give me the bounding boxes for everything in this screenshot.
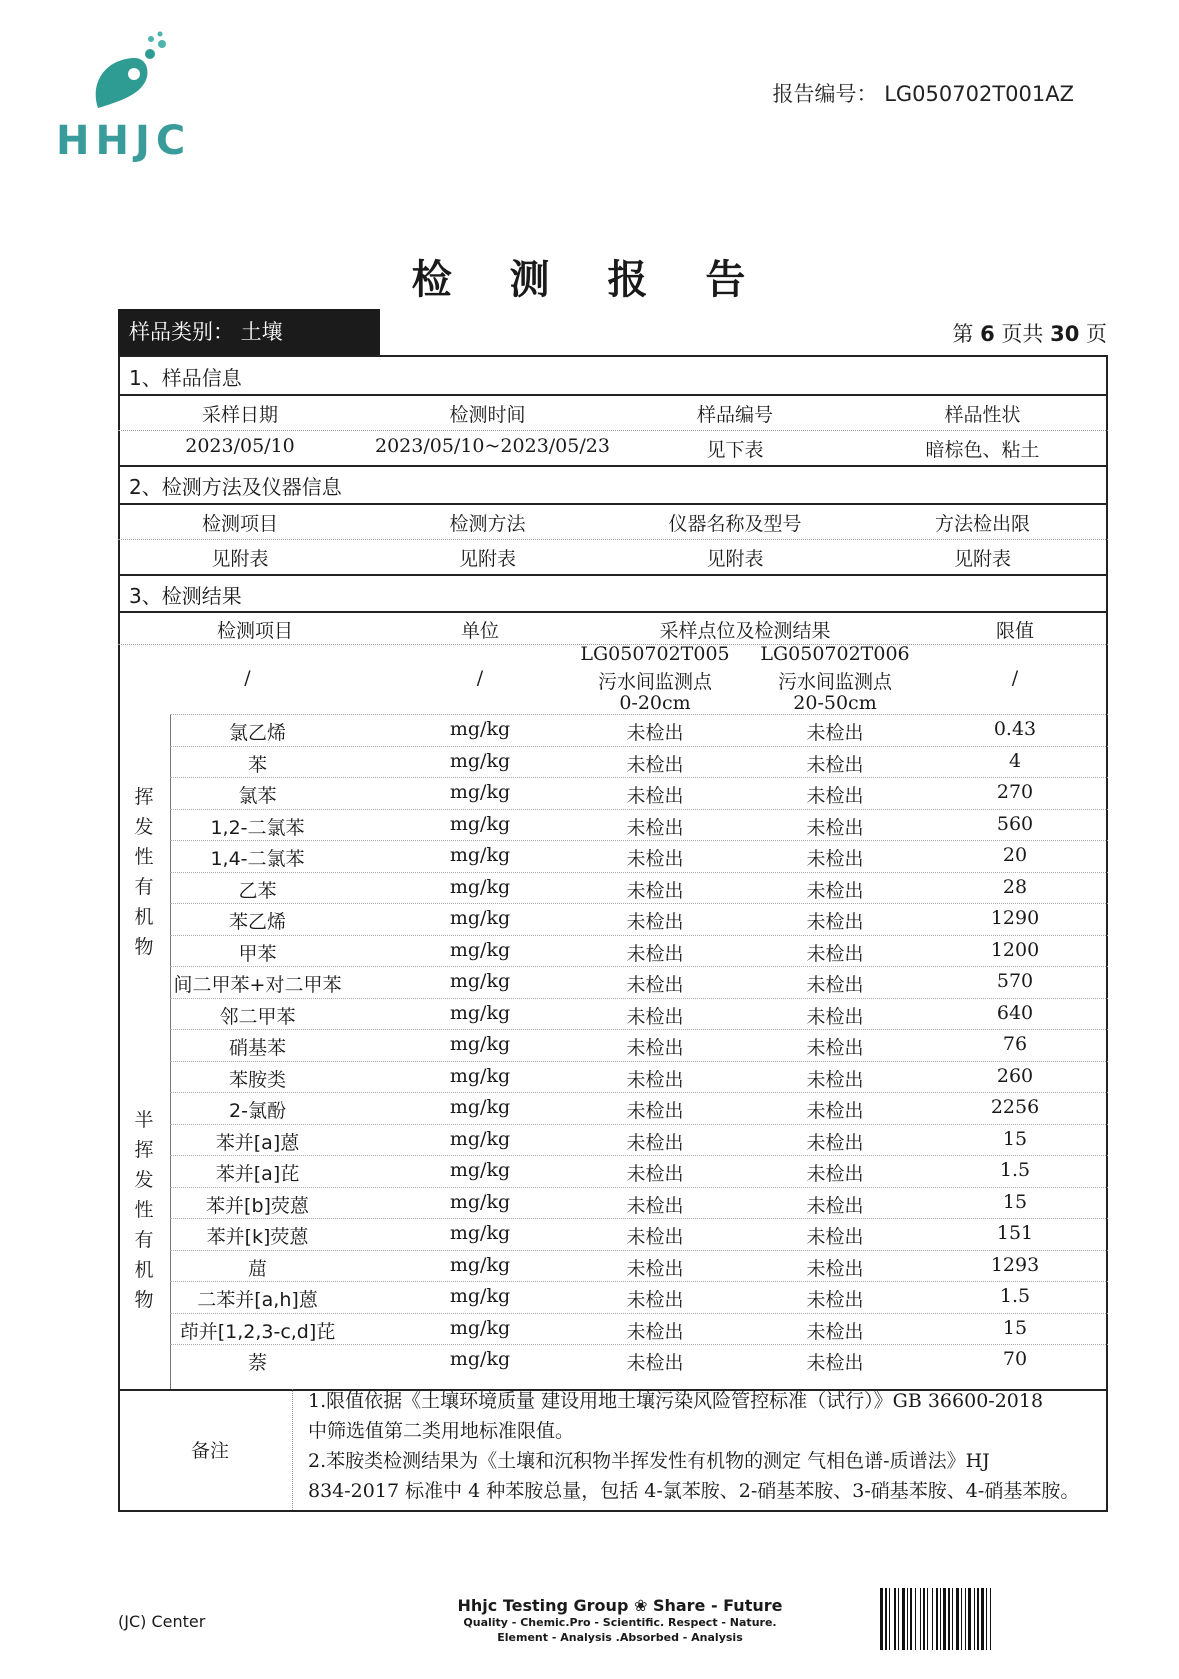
result-cell-item: 氯乙烯	[228, 722, 286, 744]
result-cell-item: 间二甲苯+对二甲苯	[173, 974, 342, 996]
result-cell-unit: mg/kg	[449, 1159, 511, 1181]
result-cell-item: 苯并[b]荧蒽	[206, 1194, 309, 1217]
point1-id: LG050702T005	[580, 643, 730, 665]
result-cell-r1: 未检出	[626, 848, 684, 870]
point2-depth: 20-50cm	[793, 692, 877, 714]
remark-line-4: 834-2017 标准中 4 种苯胺总量，包括 4-氯苯胺、2-硝基苯胺、3-硝基苯胺、4-硝基苯胺。	[308, 1480, 1080, 1502]
result-cell-limit: 270	[996, 781, 1034, 803]
result-cell-limit: 640	[996, 1001, 1034, 1024]
row-divider	[170, 966, 1108, 967]
result-cell-r1: 未检出	[626, 1194, 684, 1217]
remark-line-3: 2.苯胺类检测结果为《土壤和沉积物半挥发性有机物的测定 气相色谱-质谱法》HJ	[308, 1450, 990, 1472]
section-results-title: 3、检测结果	[129, 584, 242, 608]
result-cell-unit: mg/kg	[449, 1348, 511, 1370]
result-cell-item: 乙苯	[238, 879, 277, 902]
result-cell-item: 萘	[247, 1352, 267, 1374]
result-cell-limit: 1290	[990, 907, 1040, 929]
result-cell-r1: 未检出	[626, 1226, 684, 1248]
result-cell-unit: mg/kg	[449, 844, 511, 866]
result-cell-item: 苯并[k]荧蒽	[206, 1226, 309, 1248]
result-cell-unit: mg/kg	[449, 749, 511, 772]
result-cell-unit: mg/kg	[449, 812, 511, 835]
row-divider	[170, 1124, 1108, 1125]
row-divider	[170, 1250, 1108, 1251]
row-divider	[170, 935, 1108, 936]
header-detection-limit: 方法检出限	[934, 513, 1030, 535]
report-number: 报告编号： LG050702T001AZ	[772, 82, 1074, 106]
result-cell-item: 苯胺类	[228, 1068, 286, 1091]
row-divider	[170, 1187, 1108, 1188]
result-cell-unit: mg/kg	[449, 1033, 511, 1055]
result-cell-r1: 未检出	[626, 911, 684, 933]
result-cell-limit: 20	[1002, 844, 1028, 866]
result-cell-r1: 未检出	[626, 722, 684, 744]
header-sample-property: 样品性状	[944, 404, 1021, 426]
footer-center-label: (JC) Center	[118, 1612, 206, 1631]
result-cell-unit: mg/kg	[449, 875, 511, 898]
result-cell-r2: 未检出	[806, 942, 864, 965]
result-cell-r2: 未检出	[806, 1068, 864, 1091]
result-cell-item: 苯	[247, 753, 267, 776]
result-cell-r1: 未检出	[626, 1163, 684, 1185]
row-divider	[170, 1218, 1108, 1219]
point1-location: 污水间监测点	[597, 671, 712, 693]
result-cell-unit: mg/kg	[449, 1001, 511, 1024]
result-cell-unit: mg/kg	[449, 1064, 511, 1087]
company-logo-icon	[88, 30, 183, 115]
result-cell-limit: 570	[996, 970, 1034, 992]
subheader-unit: /	[476, 667, 484, 689]
footer-tagline-1: Quality - Chemic.Pro - Scientific. Respect - Nature.	[463, 1616, 777, 1629]
result-cell-unit: mg/kg	[449, 1316, 511, 1339]
result-cell-limit: 1.5	[999, 1285, 1031, 1307]
row-divider	[170, 746, 1108, 747]
value-detection-limit: 见附表	[953, 548, 1011, 570]
result-cell-r1: 未检出	[626, 753, 684, 776]
value-sampling-date: 2023/05/10	[185, 435, 295, 457]
result-cell-r2: 未检出	[806, 785, 864, 807]
result-cell-unit: mg/kg	[449, 1253, 511, 1276]
result-cell-r2: 未检出	[806, 753, 864, 776]
result-cell-r1: 未检出	[626, 1257, 684, 1280]
result-cell-r1: 未检出	[626, 1037, 684, 1059]
result-cell-r1: 未检出	[626, 1352, 684, 1374]
value-instrument: 见附表	[706, 548, 764, 570]
point2-location: 污水间监测点	[777, 671, 892, 693]
logo-text: HHJC	[56, 118, 192, 164]
result-cell-r2: 未检出	[806, 816, 864, 839]
result-cell-unit: mg/kg	[449, 781, 511, 803]
group-semivolatile-organics: 半挥发性有机物	[134, 1109, 154, 1311]
result-cell-r2: 未检出	[806, 1320, 864, 1343]
result-cell-limit: 76	[1002, 1033, 1028, 1055]
result-cell-limit: 28	[1002, 875, 1028, 898]
result-cell-r1: 未检出	[626, 1289, 684, 1311]
remark-line-1: 1.限值依据《土壤环境质量 建设用地土壤污染风险管控标准（试行）》GB 36600-2018	[308, 1390, 1044, 1412]
result-cell-r1: 未检出	[626, 816, 684, 839]
row-divider	[170, 809, 1108, 810]
result-cell-item: 氯苯	[238, 785, 277, 807]
footer-tagline-2: Element - Analysis .Absorbed - Analysis	[497, 1631, 743, 1644]
result-cell-r1: 未检出	[626, 1320, 684, 1343]
row-divider	[170, 1155, 1108, 1156]
row-divider	[170, 1344, 1108, 1345]
result-cell-unit: mg/kg	[449, 938, 511, 961]
result-cell-r2: 未检出	[806, 879, 864, 902]
row-divider	[170, 872, 1108, 873]
result-cell-r2: 未检出	[806, 1037, 864, 1059]
value-sample-property: 暗棕色、粘土	[925, 439, 1040, 461]
page-title: 检 测 报 告	[411, 257, 768, 303]
page-indicator: 第 6 页共 30 页	[952, 322, 1107, 346]
point2-id: LG050702T006	[760, 643, 910, 665]
result-cell-limit: 1.5	[999, 1159, 1031, 1181]
result-cell-r2: 未检出	[806, 1100, 864, 1122]
result-cell-limit: 260	[996, 1064, 1034, 1087]
row-divider	[170, 840, 1108, 841]
result-cell-item: 1,4-二氯苯	[210, 848, 305, 870]
header-test-method: 检测方法	[449, 513, 526, 535]
result-cell-r2: 未检出	[806, 974, 864, 996]
row-divider	[170, 1061, 1108, 1062]
result-cell-r2: 未检出	[806, 1163, 864, 1185]
section-method-title: 2、检测方法及仪器信息	[129, 475, 342, 499]
result-cell-r2: 未检出	[806, 1289, 864, 1311]
row-divider	[170, 777, 1108, 778]
result-cell-limit: 2256	[990, 1096, 1040, 1118]
result-cell-item: 二苯并[a,h]蒽	[197, 1289, 318, 1311]
result-cell-limit: 15	[1002, 1127, 1028, 1150]
value-test-item: 见附表	[211, 548, 269, 570]
value-sample-no: 见下表	[706, 439, 764, 461]
result-cell-r2: 未检出	[806, 1005, 864, 1028]
value-test-period: 2023/05/10~2023/05/23	[375, 435, 610, 457]
result-cell-item: 茚并[1,2,3-c,d]芘	[179, 1320, 336, 1343]
point1-depth: 0-20cm	[619, 692, 691, 714]
result-cell-r2: 未检出	[806, 911, 864, 933]
result-cell-r1: 未检出	[626, 1131, 684, 1154]
result-cell-item: 甲苯	[238, 942, 277, 965]
result-cell-r1: 未检出	[626, 974, 684, 996]
result-cell-limit: 151	[996, 1222, 1034, 1244]
result-cell-r1: 未检出	[626, 1068, 684, 1091]
barcode-icon	[880, 1588, 1065, 1650]
header-instrument: 仪器名称及型号	[668, 513, 802, 535]
result-cell-limit: 1200	[990, 938, 1040, 961]
result-cell-r2: 未检出	[806, 848, 864, 870]
result-cell-item: 硝基苯	[228, 1037, 286, 1059]
row-divider	[170, 903, 1108, 904]
result-cell-unit: mg/kg	[449, 718, 511, 740]
header-test-item: 检测项目	[201, 513, 278, 535]
result-cell-unit: mg/kg	[449, 1127, 511, 1150]
result-cell-item: 2-氯酚	[229, 1100, 286, 1122]
result-cell-item: 1,2-二氯苯	[210, 816, 305, 839]
result-cell-item: 苯并[a]蒽	[215, 1131, 300, 1154]
result-cell-limit: 0.43	[993, 718, 1037, 740]
result-cell-item: 䓛	[247, 1257, 267, 1280]
result-cell-r2: 未检出	[806, 722, 864, 744]
result-cell-limit: 15	[1002, 1190, 1028, 1213]
row-divider	[170, 1029, 1108, 1030]
results-header-item: 检测项目	[216, 620, 293, 642]
row-divider	[170, 998, 1108, 999]
value-test-method: 见附表	[458, 548, 516, 570]
result-cell-item: 苯并[a]芘	[215, 1163, 300, 1185]
result-cell-unit: mg/kg	[449, 1096, 511, 1118]
row-divider	[170, 1313, 1108, 1314]
header-sampling-date: 采样日期	[201, 404, 278, 426]
result-cell-r2: 未检出	[806, 1257, 864, 1280]
result-cell-r2: 未检出	[806, 1194, 864, 1217]
footer-brand-name: Hhjc Testing Group ❀ Share - Future	[457, 1596, 783, 1615]
result-cell-limit: 1293	[990, 1253, 1040, 1276]
result-cell-r1: 未检出	[626, 942, 684, 965]
row-divider	[170, 1281, 1108, 1282]
result-cell-r2: 未检出	[806, 1352, 864, 1374]
result-cell-r1: 未检出	[626, 879, 684, 902]
header-sample-no: 样品编号	[696, 404, 773, 426]
results-header-unit: 单位	[460, 620, 499, 642]
results-header-limit: 限值	[995, 620, 1034, 642]
result-cell-r2: 未检出	[806, 1226, 864, 1248]
row-divider	[170, 1092, 1108, 1093]
row-divider	[170, 714, 1108, 715]
result-cell-unit: mg/kg	[449, 1222, 511, 1244]
header-test-period: 检测时间	[449, 404, 526, 426]
group-volatile-organics: 挥发性有机物	[134, 786, 154, 958]
remark-line-2: 中筛选值第二类用地标准限值。	[308, 1420, 575, 1442]
result-cell-unit: mg/kg	[449, 907, 511, 929]
result-cell-r1: 未检出	[626, 785, 684, 807]
section-sample-info-title: 1、样品信息	[129, 366, 242, 390]
result-cell-unit: mg/kg	[449, 970, 511, 992]
subheader-limit: /	[1011, 667, 1019, 689]
subheader-item: /	[244, 667, 251, 689]
result-cell-item: 邻二甲苯	[219, 1005, 296, 1028]
results-header-points: 采样点位及检测结果	[659, 620, 831, 642]
result-cell-r2: 未检出	[806, 1131, 864, 1154]
footer-brand	[430, 1596, 810, 1645]
result-cell-r1: 未检出	[626, 1100, 684, 1122]
remarks-label: 备注	[190, 1440, 229, 1462]
result-cell-limit: 4	[1008, 749, 1022, 772]
sample-category-banner: 样品类别： 土壤	[118, 309, 380, 355]
result-cell-limit: 70	[1002, 1348, 1028, 1370]
result-cell-limit: 560	[996, 812, 1034, 835]
result-cell-unit: mg/kg	[449, 1285, 511, 1307]
result-cell-item: 苯乙烯	[228, 911, 286, 933]
result-cell-r1: 未检出	[626, 1005, 684, 1028]
result-cell-unit: mg/kg	[449, 1190, 511, 1213]
result-cell-limit: 15	[1002, 1316, 1028, 1339]
